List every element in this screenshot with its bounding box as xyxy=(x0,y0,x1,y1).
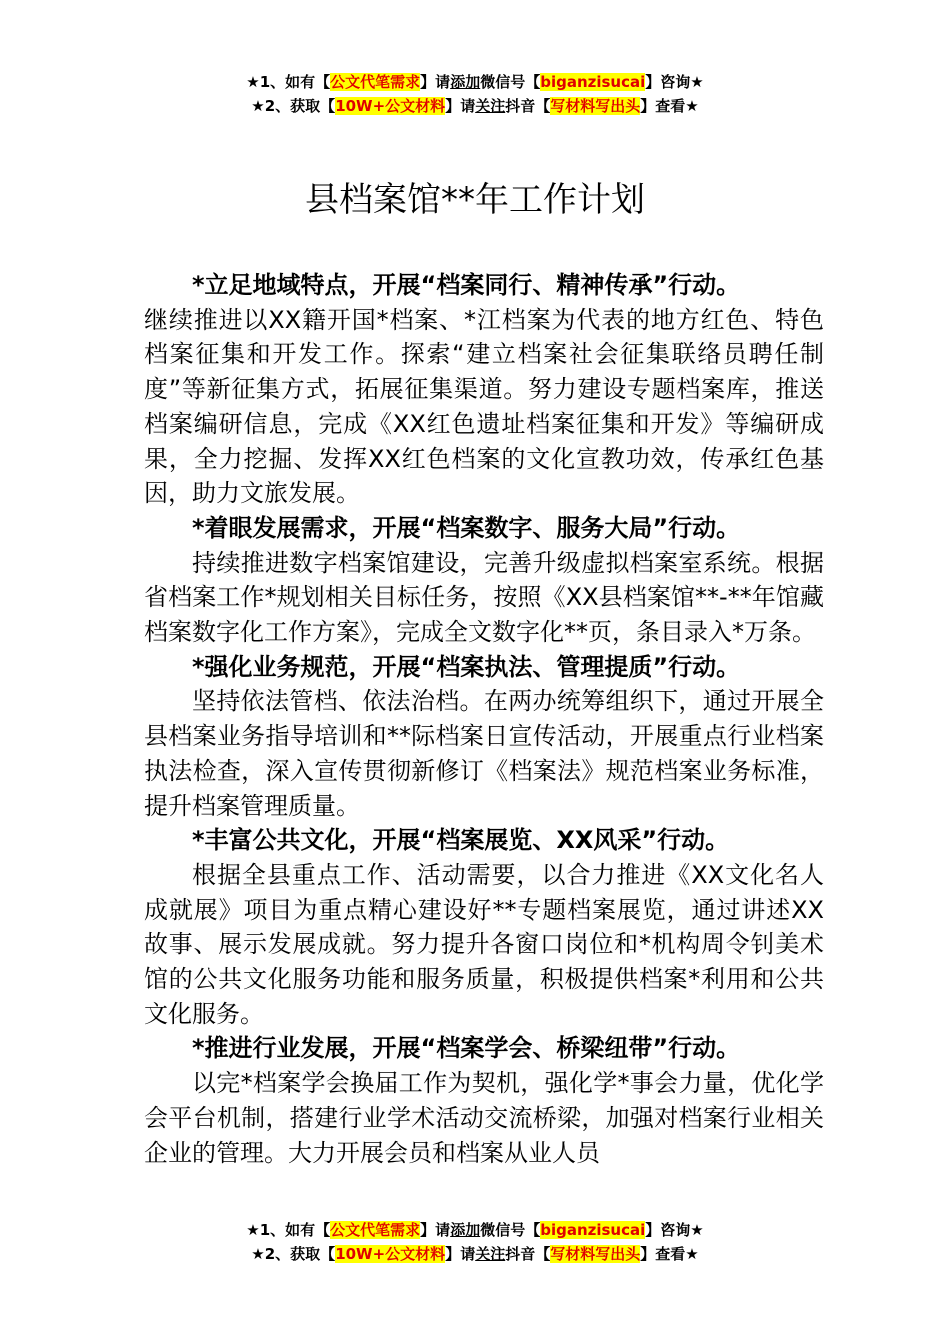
body-paragraph: 继续推进以XX籍开国*档案、*江档案为代表的地方红色、特色档案征集和开发工作。探索“建立档案社会征集联络员聘任制度”等新征集方式，拓展征集渠道。努力建设专题档案库，推送档案编研信息，完成《XX红色遗址档案征集和开发》等编研成果，全力挖掘、发挥XX红色档案的文化宣教功效，传承红色基因，助力文旅发展。 xyxy=(144,305,824,508)
banner-highlight: 公文代笔需求 xyxy=(330,73,421,91)
banner-text: 微信号【 xyxy=(480,1221,541,1239)
banner-highlight: 写材料写出头 xyxy=(550,1245,641,1263)
banner-text: 抖音【 xyxy=(505,97,551,115)
banner-underline-text: 添加 xyxy=(450,1221,481,1239)
banner-text: 】咨询★ xyxy=(645,73,704,91)
banner-text: ★1、如有【 xyxy=(246,1221,331,1239)
banner-highlight: 10W+公文材料 xyxy=(335,1245,446,1263)
document-title: 县档案馆**年工作计划 xyxy=(305,180,645,220)
banner-line-2 xyxy=(0,1242,950,1266)
top-banner xyxy=(0,70,950,118)
banner-text: ★1、如有【 xyxy=(246,73,331,91)
banner-highlight: 10W+公文材料 xyxy=(335,97,446,115)
banner-text: 】咨询★ xyxy=(645,1221,704,1239)
banner-highlight: biganzisucai xyxy=(540,73,646,91)
banner-line-1 xyxy=(0,70,950,94)
banner-text: 】查看★ xyxy=(640,1245,699,1263)
banner-text: 】请 xyxy=(445,97,476,115)
banner-highlight: 写材料写出头 xyxy=(550,97,641,115)
banner-text: 抖音【 xyxy=(505,1245,551,1263)
section-heading: *强化业务规范，开展“档案执法、管理提质”行动。 xyxy=(192,652,741,681)
banner-text: 】查看★ xyxy=(640,97,699,115)
section-heading: *立足地域特点，开展“档案同行、精神传承”行动。 xyxy=(192,271,741,299)
section-heading: *着眼发展需求，开展“档案数字、服务大局”行动。 xyxy=(192,513,741,542)
banner-text: 】请 xyxy=(420,73,451,91)
banner-line-2 xyxy=(0,94,950,118)
banner-underline-text: 关注 xyxy=(475,1245,506,1263)
body-paragraph: 根据全县重点工作、活动需要，以合力推进《XX文化名人成就展》项目为重点精心建设好**专题档案展览，通过讲述XX故事、展示发展成就。努力提升各窗口岗位和*机构周令钊美术馆的公共文化服务功能和服务质量，积极提供档案*利用和公共文化服务。 xyxy=(144,860,824,1028)
section-heading: *推进行业发展，开展“档案学会、桥梁纽带”行动。 xyxy=(192,1034,741,1063)
banner-text: ★2、获取【 xyxy=(251,97,336,115)
banner-text: ★2、获取【 xyxy=(251,1245,336,1263)
banner-line-1 xyxy=(0,1218,950,1242)
section-heading: *丰富公共文化，开展“档案展览、XX风采”行动。 xyxy=(192,826,730,855)
banner-highlight: 公文代笔需求 xyxy=(330,1221,421,1239)
banner-text: 】请 xyxy=(420,1221,451,1239)
bottom-banner xyxy=(0,1218,950,1266)
banner-underline-text: 添加 xyxy=(450,73,481,91)
body-paragraph: 坚持依法管档、依法治档。在两办统筹组织下，通过开展全县档案业务指导培训和**际档案日宣传活动，开展重点行业档案执法检查，深入宣传贯彻新修订《档案法》规范档案业务标准，提升档案管理质量。 xyxy=(144,687,824,820)
banner-text: 微信号【 xyxy=(480,73,541,91)
banner-highlight: biganzisucai xyxy=(540,1221,646,1239)
banner-underline-text: 关注 xyxy=(475,97,506,115)
body-paragraph: 以完*档案学会换届工作为契机，强化学*事会力量，优化学会平台机制，搭建行业学术活动交流桥梁，加强对档案行业相关企业的管理。大力开展会员和档案从业人员 xyxy=(144,1069,824,1167)
document-body xyxy=(144,268,824,1170)
body-paragraph: 持续推进数字档案馆建设，完善升级虚拟档案室系统。根据省档案工作*规划相关目标任务，按照《XX县档案馆**-**年馆藏档案数字化工作方案》，完成全文数字化**页，条目录入*万条。 xyxy=(144,548,824,647)
banner-text: 】请 xyxy=(445,1245,476,1263)
